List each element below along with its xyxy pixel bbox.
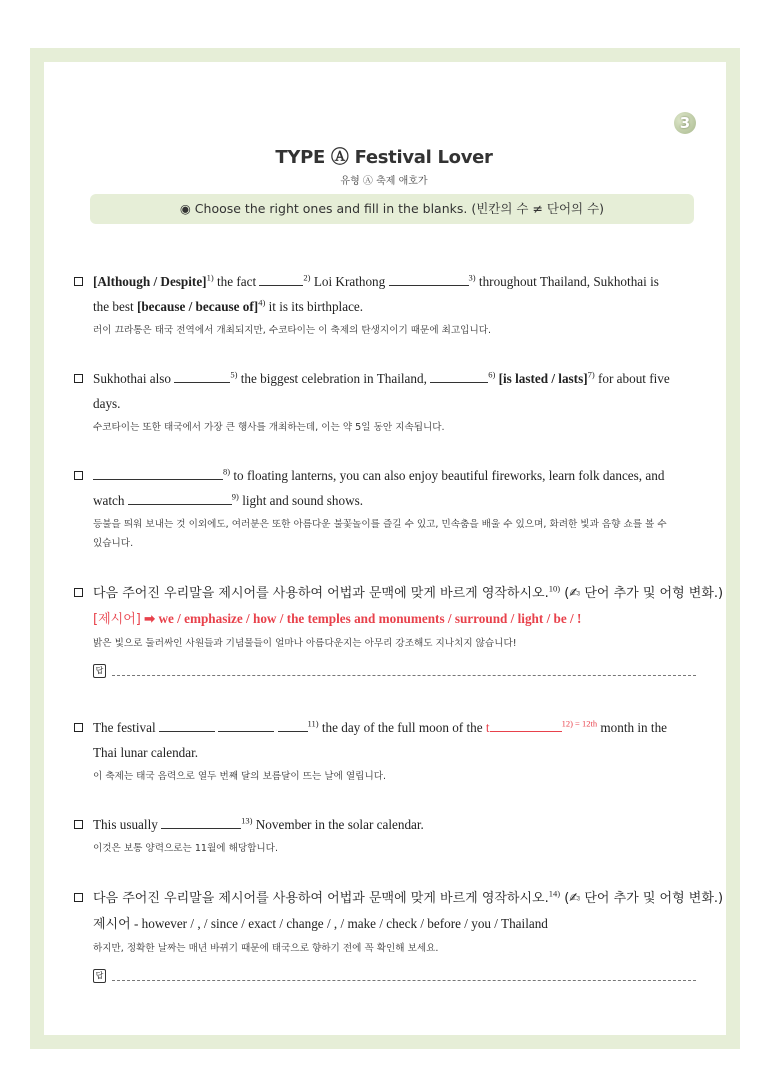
answer-line[interactable] [74, 967, 696, 987]
korean-translation: 수코타이는 또한 태국에서 가장 큰 행사를 개최하는데, 이는 약 5일 동안 지속됩니다. [93, 422, 445, 433]
choice-although-despite[interactable]: [Although / Despite] [93, 274, 207, 289]
blank-1[interactable] [259, 275, 303, 286]
question-6: This usually $^{13)}$ November in the solar calendar. 이것은 보통 양력으로는 11월에 해당합니다. [74, 812, 696, 857]
hint-words: - however / , / since / exact / change / , / make / check / before / you / Thailand [130, 916, 548, 931]
question-7: 다음 주어진 우리말을 제시어를 사용하여 어법과 문맥에 맞게 바르게 영작하시오.$^{14)}$ (✍ 단어 추가 및 어형 변화.) 제시어 - however / , / since / exact / change / , / make / check / before / you / Thailand 하지만, 정확한 날짜는 매년 바뀌기 때문에 태국으로 향하기 전에 꼭 확인해 보세요. 답 [74, 885, 696, 987]
blank-13[interactable] [161, 818, 241, 829]
korean-translation-cont: 있습니다. [93, 538, 134, 549]
blank-8[interactable] [93, 469, 223, 480]
answer-icon: 답 [93, 969, 106, 983]
blank-9[interactable] [128, 494, 232, 505]
question-4: 다음 주어진 우리말을 제시어를 사용하여 어법과 문맥에 맞게 바르게 영작하시오.$^{10)}$ (✍ 단어 추가 및 어형 변화.) [제시어] ➡ we / emphasize / how / the temples and monuments / surround / light / be / ! 밝은 빛으로 둘러싸인 사원들과 기념물들이 얼마나 아름다운지는 아무리 강조해도 지나치지 않습니다! 답 [74, 580, 696, 682]
hint-label: 제시어 [93, 917, 131, 932]
blank-3[interactable] [389, 275, 469, 286]
choice-because[interactable]: [because / because of] [136, 299, 259, 314]
instruction-banner: ◉ Choose the right ones and fill in the blanks. (빈칸의 수 ≠ 단어의 수) [90, 194, 694, 224]
checkbox[interactable] [74, 374, 83, 383]
page-title: TYPE Ⓐ Festival Lover [275, 147, 493, 168]
page-number-badge: 3 [674, 112, 696, 134]
checkbox[interactable] [74, 820, 83, 829]
checkbox[interactable] [74, 277, 83, 286]
checkbox[interactable] [74, 588, 83, 597]
korean-translation: 이것은 보통 양력으로는 11월에 해당합니다. [93, 843, 279, 854]
blank-6[interactable] [430, 372, 488, 383]
korean-translation: 밝은 빛으로 둘러싸인 사원들과 기념물들이 얼마나 아름다운지는 아무리 강조해도 지나치지 않습니다! [93, 638, 517, 649]
question-5: The festival $^{11)}$ the day of the full moon of the t $^{12)}$ $^{= 12th}$ month in the Thai lunar calendar. 이 축제는 태국 음력으로 열두 번째 달의 보름달이 뜨는 날에 열립니다. [74, 715, 696, 785]
korean-translation: 이 축제는 태국 음력으로 열두 번째 달의 보름달이 뜨는 날에 열립니다. [93, 771, 387, 782]
korean-translation: 하지만, 정확한 날짜는 매년 바뀌기 때문에 태국으로 향하기 전에 꼭 확인해 보세요. [93, 943, 439, 954]
checkbox[interactable] [74, 471, 83, 480]
hint-label: [제시어] [93, 612, 141, 627]
choice-lasted-lasts[interactable]: [is lasted / lasts] [498, 371, 588, 386]
blank-11b[interactable] [218, 721, 274, 732]
blank-12[interactable] [490, 721, 562, 732]
hint-words: we / emphasize / how / the temples and monuments / surround / light / be / ! [158, 611, 582, 626]
blank-11a[interactable] [159, 721, 215, 732]
blank-5[interactable] [174, 372, 230, 383]
checkbox[interactable] [74, 893, 83, 902]
answer-line[interactable] [74, 662, 696, 682]
question-1: [Although / Despite]$^{1)}$ the fact $^{2)}$ Loi Krathong $^{3)}$ throughout Thailand, Sukhothai is the best [because / because of]$^{4)}$ it is its birthplace. 러이 끄라통은 태국 전역에서 개최되지만, 수코타이는 이 축제의 탄생지이기 때문에 최고입니다. [74, 269, 696, 339]
blank-11c[interactable] [278, 721, 308, 732]
korean-translation: 등불을 띄워 보내는 것 이외에도, 여러분은 또한 아름다운 불꽃놀이를 즐길 수 있고, 민속춤을 배울 수 있으며, 화려한 빛과 음향 쇼를 볼 수 [93, 519, 667, 530]
korean-translation: 러이 끄라통은 태국 전역에서 개최되지만, 수코타이는 이 축제의 탄생지이기 때문에 최고입니다. [93, 325, 492, 336]
page-subtitle: 유형 Ⓐ 축제 애호가 [340, 176, 428, 187]
question-2: Sukhothai also $^{5)}$ the biggest celebration in Thailand, $^{6)}$ [is lasted / lasts]$^{7)}$ for about five days. 수코타이는 또한 태국에서 가장 큰 행사를 개최하는데, 이는 약 5일 동안 지속됩니다. [74, 366, 696, 436]
question-3: $^{8)}$ to floating lanterns, you can also enjoy beautiful fireworks, learn folk dances, and watch $^{9)}$ light and sound shows. 등불을 띄워 보내는 것 이외에도, 여러분은 또한 아름다운 불꽃놀이를 즐길 수 있고, 민속춤을 배울 수 있으며, 화려한 빛과 음향 쇼를 볼 수 있습니다. [74, 463, 696, 552]
checkbox[interactable] [74, 723, 83, 732]
answer-icon: 답 [93, 664, 106, 678]
